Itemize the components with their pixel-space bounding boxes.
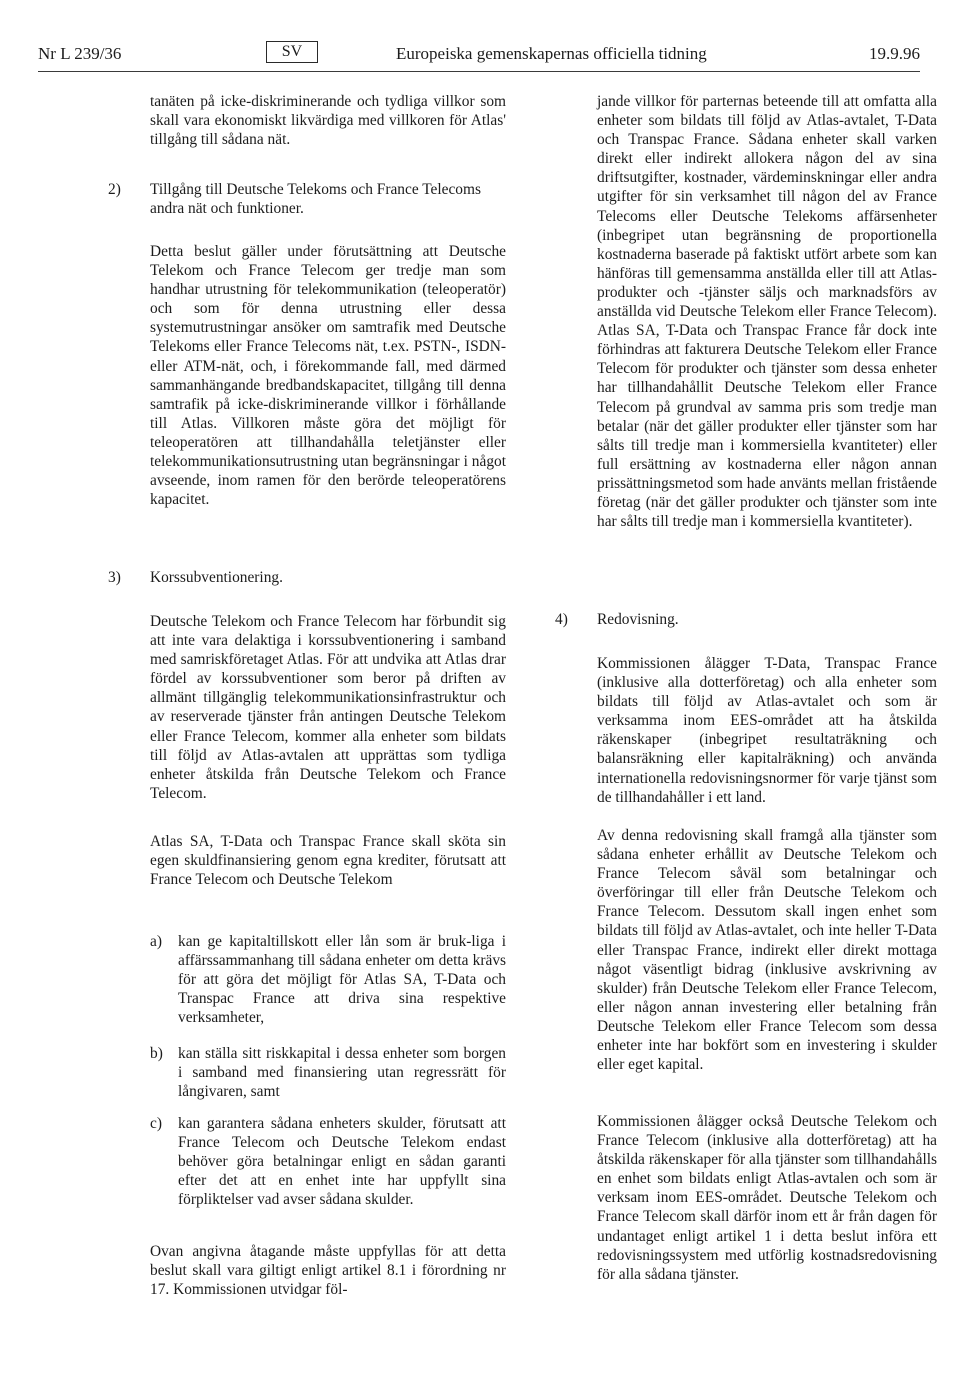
header-rule <box>38 71 920 72</box>
page-header <box>38 38 920 72</box>
paragraph-jande-villkor: jande villkor för parternas beteende till att omfatta alla enheter som bildats till följd av Atlas-avtalet, T-Data och Transpac France. Sådana enheter skall varken direkt eller indirekt allokera någon del av sina driftsutgifter, kostnader, värdeminskningar eller andra utgifter för sin verksamhet till någon del av France Telecoms eller Deutsche Telekoms affärsenheter (inbegripet utan begränsning de proportionella kostnaderna baserade på faktiskt utfört arbete som kan hänföras till gemensamma anställda eller till att Atlas-produkter och -tjänster säljs och marknadsförs av anställda vid Deutsche Telekom eller France Telecom). Atlas SA, T-Data och Transpac France får dock inte förhindras att fakturera Deutsche Telekom eller France Telecom för produkter och tjänster som dessa enheter har tillhandahållit Deutsche Telekom eller France Telecom på grundval av samma pris som tredje man betalar (när det gäller produkter eller tjänster som har sålts till tredje man i kommersiella kvantiteter) eller full ersättning av kostnaderna eller någon annan prissättningsmetod som hade använts mellan fristående företag (när det gäller produkter och tjänster som inte har sålts till tredje man i kommersiella kvantiteter). <box>597 93 937 531</box>
paragraph-kommissionen-alagger: Kommissionen ålägger T-Data, Transpac France (inklusive alla dotterföretag) och alla enheter som bildats till följd av Atlas-avtalet och som är verksamma inom EES-området att ha åtskilda räkenskaper (inbegripet resultaträkning och balansräkning eller kapitalräkning) och använda internationella redovisningsnormer för varje tjänst som de tillhandahåller i ett land. <box>597 655 937 806</box>
list-item-3 <box>108 568 506 587</box>
list-number: 2) <box>108 181 121 198</box>
paragraph-detta-beslut: Detta beslut gäller under förutsättning att Deutsche Telekom och France Telecom ger tredje man som handhar utrustning för telekommunikation (teleoperatör) och som för denna utrustning eller dessa systemutrustningar ansöker om samtrafik med Deutsche Telekoms eller France Telecoms nät, t.ex. PSTN-, ISDN- eller ATM-nät, och, i förekommande fall, med därmed sammanhängande bredbandskapacitet, tillgång till denna samtrafik på icke-diskriminerande villkor i förhållande till Atlas. Villkoren måste göra det möjligt för teleoperatören att tillhandahålla teletjänster eller telekommunikationsutrustning utan begränsningar i något avseende, inom ramen för den berörde teleoperatörens kapacitet. <box>150 243 506 509</box>
sub-text: kan garantera sådana enheters skulder, förutsatt att France Telecom och Deutsche Telekom endast behöver göra betalningar enligt en sådan garanti efter det att en enhet inte har uppfyllt sina förpliktelser vad avser sådana skulder. <box>178 1115 506 1209</box>
list-heading: Tillgång till Deutsche Telekoms och France Telecoms andra nät och funktioner. <box>150 181 481 218</box>
sub-item-b <box>150 1044 506 1101</box>
sub-text: kan ställa sitt riskkapital i dessa enheter som borgen i samband med finansiering utan regressrätt för långivaren, samt <box>178 1045 506 1101</box>
list-number: 3) <box>108 569 121 586</box>
journal-title: Europeiska gemenskapernas officiella tidning <box>396 44 707 63</box>
sub-label: a) <box>150 933 162 950</box>
journal-reference: Nr L 239/36 <box>38 44 122 63</box>
list-item-4 <box>555 610 937 629</box>
list-heading: Korssubventionering. <box>150 569 283 586</box>
paragraph-av-denna-redovisning: Av denna redovisning skall framgå alla tjänster som sådana enheter erhållit av Deutsche Telekom och France Telecom såväl som betalningar och överföringar till eller från Deutsche Telekom och France Telecom. Dessutom skall ingen enhet som bildats till följd av Atlas-avtalet, och inte heller T-Data eller Transpac France, indirekt eller direkt mottaga något väsentligt bidrag (inklusive avskrivning av skulder) från Deutsche Telekom eller France Telecom, eller någon annan investering eller betalning från Deutsche Telekom eller France Telecom som dessa enheter inte har bokfört som en investering i skulder eller eget kapital. <box>597 827 937 1074</box>
sub-item-c <box>150 1114 506 1209</box>
paragraph-kommissionen-ocksa: Kommissionen ålägger också Deutsche Telekom och France Telecom (inklusive alla dotterföretag) att ha åtskilda räkenskaper för alla tjänster som tillhandahålls en enhet som bildats enligt Atlas-avtalen och som är verksam inom EES-området. Deutsche Telekom och France Telecom skall därför inom ett år från dagen för undantaget enligt artikel 1 i detta beslut införa ett redovisningssystem med utförlig kostnadsredovisning för alla sådana tjänster. <box>597 1113 937 1283</box>
language-badge: SV <box>266 41 318 63</box>
sub-label: c) <box>150 1115 162 1132</box>
sub-item-a <box>150 932 506 1027</box>
sub-label: b) <box>150 1045 163 1062</box>
paragraph-intro: tanäten på icke-diskriminerande och tydliga villkor som skall vara ekonomiskt likvärdiga med villkoren för Atlas' tillgång till sådana nät. <box>150 93 506 149</box>
paragraph-ovan-angivna: Ovan angivna åtagande måste uppfyllas för att detta beslut skall vara giltigt enligt artikel 8.1 i förordning nr 17. Kommissionen utvidgar föl- <box>150 1243 506 1299</box>
sub-text: kan ge kapitaltillskott eller lån som är bruk-liga i affärssammanhang till sådana enheter om detta krävs för att göra det möjligt för Atlas SA, T-Data och Transpac France att driva sina respektive verksamheter, <box>178 933 506 1027</box>
list-item-2 <box>108 180 506 218</box>
publication-date: 19.9.96 <box>869 44 920 63</box>
paragraph-korssubventionering: Deutsche Telekom och France Telecom har förbundit sig att inte vara delaktiga i korssubventionering i samband med samriskföretaget Atlas. För att undvika att Atlas drar fördel av korssubventioner som beror på driften av allmänt tillgänglig telekommunikationsinfrastruktur och av reserverade tjänster från antingen Deutsche Telekom eller France Telecom, kommer alla enheter som bildats till följd av Atlas-avtalen att upprättas som tydliga enheter åtskilda från Deutsche Telekom och France Telecom. <box>150 613 506 802</box>
list-heading: Redovisning. <box>597 611 679 628</box>
list-number: 4) <box>555 611 568 628</box>
paragraph-atlas-sa: Atlas SA, T-Data och Transpac France skall sköta sin egen skuldfinansiering genom egna krediter, förutsatt att France Telecom och Deutsche Telekom <box>150 833 506 889</box>
